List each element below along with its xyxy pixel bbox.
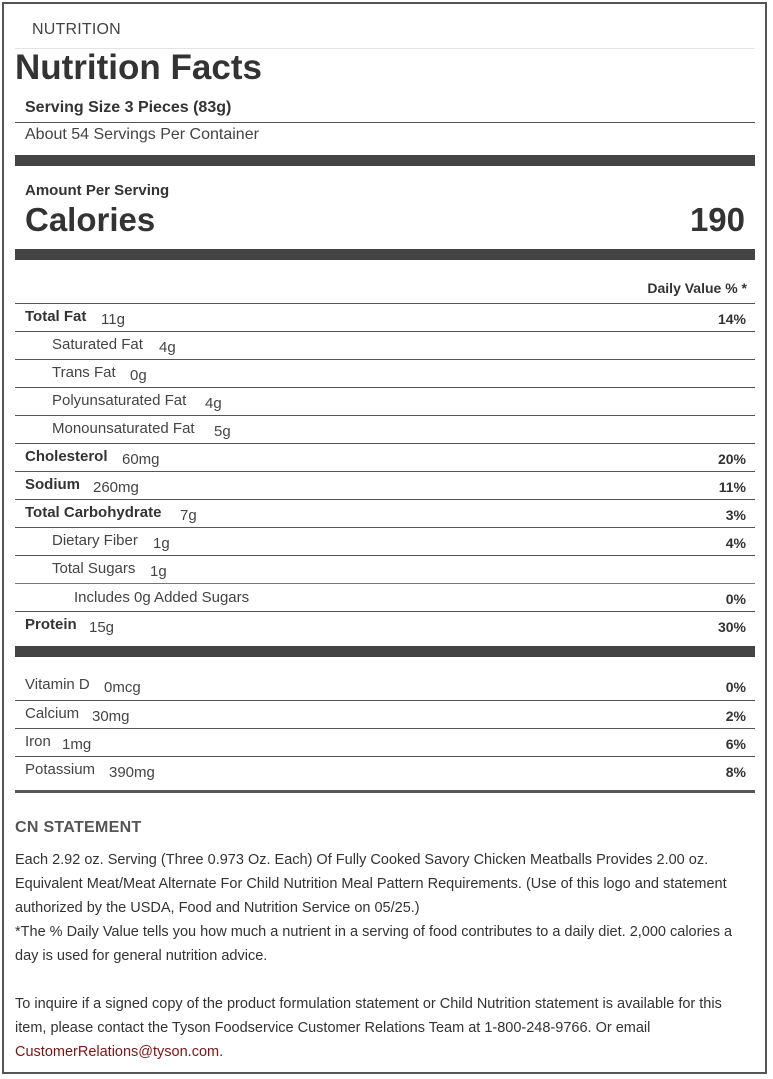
cn-statement-title: CN STATEMENT bbox=[15, 819, 142, 836]
nutrient-row-monounsaturated-fat bbox=[15, 415, 755, 443]
nutrient-name: Cholesterol bbox=[25, 448, 108, 465]
nutrient-amount: 1g bbox=[153, 535, 170, 552]
nutrient-name: Trans Fat bbox=[52, 364, 116, 381]
nutrient-amount: 0g bbox=[130, 367, 147, 384]
thick-divider bbox=[15, 155, 755, 166]
nutrient-amount: 7g bbox=[180, 507, 197, 524]
vitamin-amount: 30mg bbox=[92, 708, 130, 725]
vitamin-name: Potassium bbox=[25, 761, 96, 778]
nutrient-dv: 0% bbox=[725, 591, 746, 607]
nutrient-row-total-sugars bbox=[15, 555, 755, 583]
email-link[interactable]: CustomerRelations@tyson.com bbox=[15, 1044, 220, 1060]
vitamin-row-vitamin-d bbox=[15, 672, 755, 700]
vitamin-amount: 390mg bbox=[109, 764, 155, 781]
daily-value-note: *The % Daily Value tells you how much a nutrient in a serving of food contributes to a daily diet. 2,000 calories a day is used for general nutrition advice. bbox=[15, 924, 733, 964]
nutrient-dv: 4% bbox=[725, 535, 746, 551]
inquiry-body: To inquire if a signed copy of the product formulation statement or Child Nutrition statement is available for this item, please contact the Tyson Foodservice Customer Relations Team at 1-800-248-9766. Or email bbox=[15, 996, 722, 1036]
serving-size: Serving Size 3 Pieces (83g) bbox=[25, 99, 232, 116]
nutrient-dv: 20% bbox=[717, 451, 746, 467]
nutrient-name: Includes 0g Added Sugars bbox=[74, 589, 250, 606]
divider bbox=[15, 122, 755, 123]
vitamin-dv: 6% bbox=[725, 736, 746, 752]
vitamin-row-iron bbox=[15, 728, 755, 756]
nutrient-name: Sodium bbox=[25, 476, 80, 493]
vitamin-row-calcium bbox=[15, 700, 755, 728]
nutrient-amount: 60mg bbox=[122, 451, 160, 468]
nutrient-amount: 260mg bbox=[93, 479, 139, 496]
vitamin-dv: 0% bbox=[725, 679, 746, 695]
nutrient-name: Total Carbohydrate bbox=[25, 504, 162, 521]
nutrient-row-protein bbox=[15, 611, 755, 639]
cn-statement-text: Each 2.92 oz. Serving (Three 0.973 Oz. Each) Of Fully Cooked Savory Chicken Meatballs Provides 2.00 oz. Equivalent Meat/Meat Alternate For Child Nutrition Meal Pattern Requirements. (Use of this logo and statement authorized by the USDA, Food and Nutrition Service on 05/25.) bbox=[15, 852, 727, 916]
nutrient-name: Total Sugars bbox=[52, 560, 136, 577]
nutrient-amount: 4g bbox=[159, 339, 176, 356]
vitamin-amount: 1mg bbox=[62, 736, 92, 753]
vitamin-name: Calcium bbox=[25, 705, 80, 722]
nutrient-amount: 1g bbox=[150, 563, 167, 580]
calories-label: Calories bbox=[25, 201, 156, 238]
nutrient-name: Total Fat bbox=[25, 308, 87, 325]
inquiry-text bbox=[15, 992, 745, 1064]
vitamin-dv: 8% bbox=[725, 764, 746, 780]
nutrient-row-total-carbohydrate bbox=[15, 499, 755, 527]
amount-per-serving-label: Amount Per Serving bbox=[25, 182, 170, 199]
nutrient-name: Saturated Fat bbox=[52, 336, 143, 353]
daily-value-header: Daily Value % * bbox=[647, 280, 747, 296]
nutrient-amount: 4g bbox=[205, 395, 222, 412]
nutrient-amount: 11g bbox=[101, 311, 125, 328]
nutrient-amount: 5g bbox=[214, 423, 231, 440]
thick-divider bbox=[15, 249, 755, 260]
nutrient-name: Monounsaturated Fat bbox=[52, 420, 195, 437]
nutrient-row-polyunsaturated-fat bbox=[15, 387, 755, 415]
nutrient-dv: 11% bbox=[718, 479, 746, 495]
page-title: Nutrition Facts bbox=[15, 48, 262, 87]
nutrient-row-added-sugars bbox=[15, 583, 755, 611]
nutrient-row-trans-fat bbox=[15, 359, 755, 387]
vitamin-amount: 0mcg bbox=[104, 679, 141, 696]
nutrient-name: Polyunsaturated Fat bbox=[52, 392, 187, 409]
nutrient-row-dietary-fiber bbox=[15, 527, 755, 555]
inquiry-end: . bbox=[219, 1044, 224, 1060]
vitamin-dv: 2% bbox=[725, 708, 746, 724]
nutrient-dv: 30% bbox=[717, 619, 746, 635]
nutrient-dv: 3% bbox=[725, 507, 746, 523]
divider bbox=[15, 790, 755, 793]
nutrient-name: Protein bbox=[25, 616, 77, 633]
nutrient-row-sodium bbox=[15, 471, 755, 499]
vitamin-row-potassium bbox=[15, 756, 755, 784]
section-label: NUTRITION bbox=[32, 21, 121, 38]
vitamin-name: Iron bbox=[25, 733, 51, 750]
thick-divider bbox=[15, 646, 755, 657]
calories-value: 190 bbox=[689, 201, 745, 238]
nutrient-amount: 15g bbox=[89, 619, 115, 636]
nutrient-row-total-fat bbox=[15, 303, 755, 331]
vitamin-name: Vitamin D bbox=[25, 676, 90, 693]
nutrient-dv: 14% bbox=[717, 311, 746, 327]
nutrient-row-cholesterol bbox=[15, 443, 755, 471]
servings-per-container: About 54 Servings Per Container bbox=[25, 126, 259, 143]
nutrient-name: Dietary Fiber bbox=[52, 532, 138, 549]
nutrient-row-saturated-fat bbox=[15, 331, 755, 359]
